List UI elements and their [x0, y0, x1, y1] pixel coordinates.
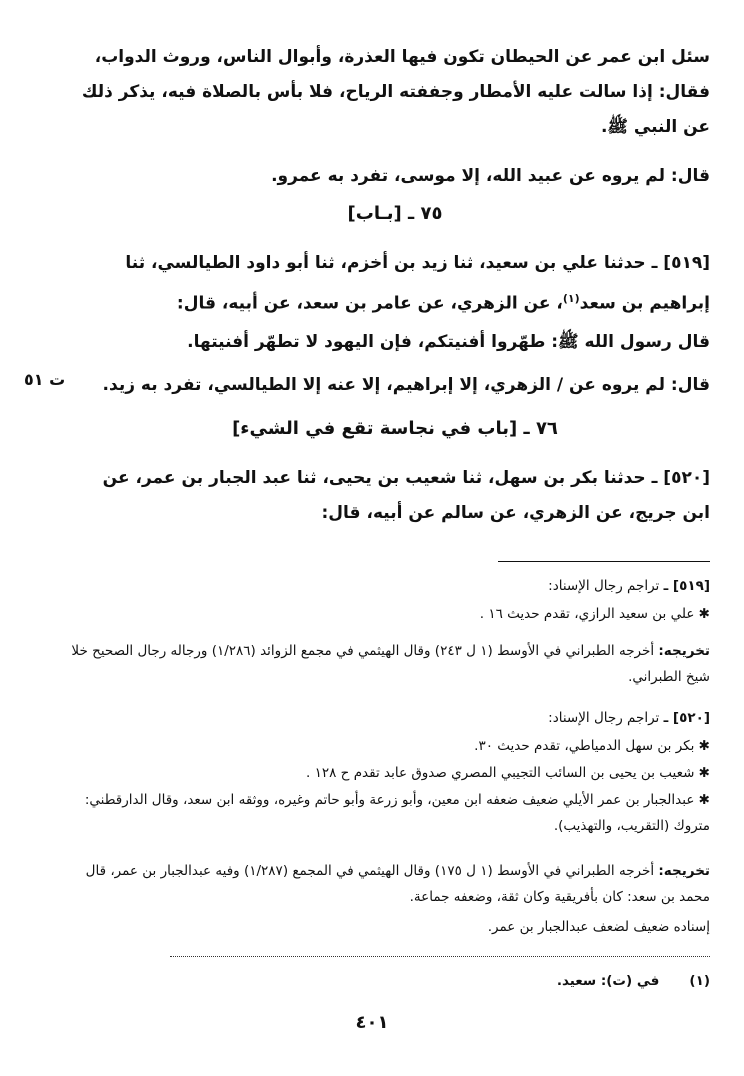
hadith-number: [٥٢٠] ـ [651, 468, 710, 488]
narrator-entry: ✱ بكر بن سهل الدمياطي، تقدم حديث ٣٠. [474, 738, 710, 754]
paragraph-comment-519 [80, 368, 710, 403]
paragraph-hadith-520 [80, 461, 710, 531]
takhrij-text: أخرجه الطبراني في الأوسط (١ ل ٢٤٣) وقال الهيثمي في مجمع الزوائد (١/٢٨٦) ورجاله رجال الصحيح خلا شيخ الطبراني. [71, 643, 710, 685]
footnote-520-narrator-2 [60, 760, 710, 786]
narrator-entry: ✱ علي بن سعيد الرازي، تقدم حديث ١٦ . [479, 606, 710, 622]
hadith-text: سئل ابن عمر عن الحيطان تكون فيها العذرة، وأبوال الناس، وروث الدواب، فقال: إذا سالت عليه الأمطار وجففته الرياح، فلا بأس بالصلاة فيه، يذكر ذلك عن النبي ﷺ. [81, 47, 710, 137]
footnote-519-narrator [60, 601, 710, 627]
footnote-520-isnad [60, 914, 710, 940]
footnote-519-takhrij [60, 638, 710, 690]
chapter-title: ٧٦ ـ [باب في نجاسة تقع في الشيء] [232, 418, 558, 439]
footnote-heading: تراجم رجال الإسناد: [548, 710, 660, 726]
narrator-entry: ✱ عبدالجبار بن عمر الأيلي ضعيف ضعفه ابن معين، وأبو زرعة وأبو حاتم وغيره، ووثقه ابن سعد، وقال الدارقطني: متروك (التقريب، والتهذيب). [84, 792, 710, 834]
chapter-heading-75 [80, 203, 710, 224]
hadith-number: [٥١٩] ـ [651, 253, 710, 273]
hadith-matn: قال رسول الله ﷺ: طهّروا أفنيتكم، فإن اليهود لا تطهّر أفنيتها. [187, 332, 710, 352]
footnote-520-takhrij [60, 858, 710, 910]
footnote-marker: (١) [562, 292, 580, 305]
editor-note-separator [170, 956, 710, 957]
margin-manuscript-ref: ت ٥١ [24, 370, 66, 389]
takhrij-label: تخريجه: [658, 643, 710, 659]
narrator-entry: ✱ شعيب بن يحيى بن السائب التجيبي المصري صدوق عابد تقدم ح ١٢٨ . [306, 765, 710, 781]
footnote-520-narrator-1 [60, 733, 710, 759]
chapter-title: ٧٥ ـ [بـاب] [347, 203, 443, 224]
paragraph-comment [80, 159, 710, 194]
hadith-isnad: حدثنا بكر بن سهل، ثنا شعيب بن يحيى، ثنا عبد الجبار بن عمر، عن ابن جريج، عن الزهري، عن سالم عن أبيه، قال: [102, 468, 710, 523]
paragraph-hadith-matn [80, 325, 710, 360]
footnote-519-heading [60, 573, 710, 599]
takhrij-text: أخرجه الطبراني في الأوسط (١ ل ١٧٥) وقال الهيثمي في المجمع (١/٢٨٧) وفيه عبدالجبار بن عمر، قال محمد بن سعد: كان بأفريقية وكان ثقة، وضعفه جماعة. [85, 863, 710, 905]
paragraph-hadith-519 [80, 246, 710, 322]
comment-text: قال: لم يروه عن / الزهري، إلا إبراهيم، إلا عنه إلا الطيالسي، تفرد به زيد. [102, 375, 710, 395]
page-number: ٤٠١ [355, 1012, 389, 1033]
editor-note-1 [60, 968, 710, 994]
footnote-number: [٥١٩] ـ [663, 578, 710, 594]
paragraph-hadith-text [80, 40, 710, 145]
note-text: في (ت): سعيد. [556, 973, 660, 989]
footnote-520-heading [60, 705, 710, 731]
footnote-number: [٥٢٠] ـ [663, 710, 710, 726]
hadith-isnad: حدثنا علي بن سعيد، ثنا زيد بن أخزم، ثنا أبو داود الطيالسي، ثنا إبراهيم بن سعد [125, 253, 710, 314]
isnad-grade: إسناده ضعيف لضعف عبدالجبار بن عمر. [487, 919, 710, 935]
comment-text: قال: لم يروه عن عبيد الله، إلا موسى، تفرد به عمرو. [271, 166, 710, 186]
takhrij-label: تخريجه: [658, 863, 710, 879]
footnote-separator [498, 561, 710, 562]
note-number: (١) [689, 973, 710, 989]
footnote-520-narrator-3 [60, 787, 710, 839]
hadith-isnad-end: ، عن الزهري، عن عامر بن سعد، عن أبيه، قال: [176, 293, 563, 314]
footnote-heading: تراجم رجال الإسناد: [548, 578, 660, 594]
chapter-heading-76 [80, 418, 710, 439]
